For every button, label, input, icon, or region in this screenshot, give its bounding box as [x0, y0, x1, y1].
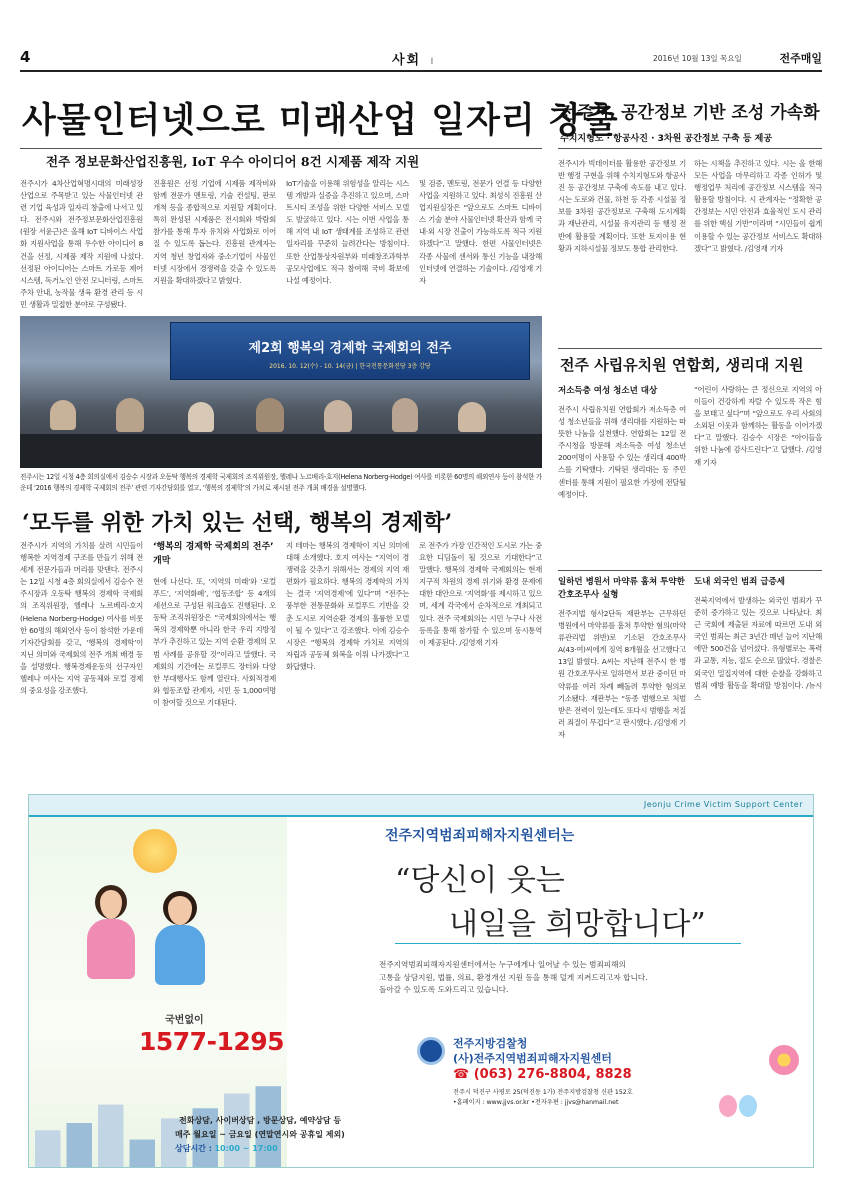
right-mid-column-2: “어린이 사랑하는 큰 정신으로 지역의 아이들이 건강하게 자랄 수 있도록 작은 힘을 보태고 싶다”며 “앞으로도 우리 사회의 소외된 이웃과 함께하는 활동을 이어가겠다”고 말했다. 김승수 시장은 “아이들을 위한 나눔에 감사드린다”고 답했다. /김영재 기자 — [694, 385, 822, 467]
ad-org-1: 전주지방검찰청 — [453, 1037, 528, 1050]
short-left-headline: 일하던 병원서 마약류 훔쳐 투약한 간호조무사 실형 — [558, 577, 685, 600]
lead-column-3: IoT기술을 이용해 위험성을 알리는 시스템 개발과 실증을 추진하고 있으며, 스마트시티 조성을 위한 다양한 서비스 모델도 발굴하고 있다. 시는 이번 사업을 통해 지역 내 IoT 생태계를 조성하고 관련 일자리를 꾸준히 늘려간다는 방침이다. 또한 산업통상자원부와 미래창조과학부 공모사업에도 적극 참여해 국비 확보에 나설 예정이다. — [286, 179, 409, 285]
skyline-building — [256, 1086, 282, 1168]
photo-people — [20, 392, 542, 442]
second-column-2-wrap — [153, 540, 276, 786]
right-mid-body — [558, 384, 822, 568]
ad-service-1: 전화상담, 사이버상담 , 방문상담, 예약상담 등 — [179, 1116, 342, 1125]
section-mark: I — [430, 57, 436, 67]
ad-hours-label: 상담시간 : — [175, 1144, 212, 1153]
right-top-subhead: 수치지형도 · 항공사진 · 3차원 공간정보 구축 등 제공 — [560, 134, 773, 144]
right-mid-column-1-wrap — [558, 384, 686, 568]
right-top-column-1: 전주시가 빅데이터를 활용한 공간정보 기반 행정 구현을 위해 수치지형도와 항공사진 등 공간정보 구축에 속도를 내고 있다. 시는 도로와 건물, 하천 등 각종 시설물 정보를 3차원 공간정보로 구축해 도시계획과 재난관리, 시설물 유지관리 등 행정 전반에 활용할 계획이다. 또한 토지이용 현황과 지하시설물 정보도 통합 관리한다. — [558, 159, 686, 253]
prosecution-emblem-icon — [417, 1037, 445, 1065]
victim-support-ad — [28, 794, 814, 1168]
butterfly-icon — [719, 1095, 759, 1121]
ad-web: •홈페이지 : www.jjvs.or.kr •전자우편 : jjvs@hanmail.net — [453, 1099, 619, 1106]
ad-hours — [175, 1143, 278, 1154]
lead-body — [20, 178, 542, 308]
right-top-headline: 전주시, 공간정보 기반 조성 가속화 — [560, 103, 820, 123]
second-subhead: ‘행복의 경제학 국제회의 전주’ 개막 — [153, 542, 274, 566]
lead-column-4: 및 검증, 멘토링, 전문가 연결 등 다양한 사업을 지원하고 있다. 최성식 진흥원 산업지원실장은 “앞으로도 스마트 디바이스 기술 분야 사물인터넷 확산과 함께 국내·외 시장 진출이 가능하도록 적극 지원하겠다”고 말했다. 한편 사물인터넷은 각종 사물에 센서와 통신 기능을 내장해 인터넷에 연결하는 기술이다. /김영재 기자 — [419, 179, 542, 285]
right-mid-headline: 전주 사립유치원 연합회, 생리대 지원 — [560, 356, 804, 374]
second-column-3: 지 테마는 행복의 경제학이 지닌 의미에 대해 소개했다. 호지 여사는 “지역이 경쟁력을 갖추기 위해서는 경제의 지역 재편화가 필요하다. 행복의 경제학의 가치는 결국 ‘지역경제’에 있다”며 “전주는 풍부한 전통문화와 로컬푸드 기반을 갖춘 도시로 지역순환 경제의 훌륭한 모델이 될 수 있다”고 강조했다. 이에 김승수 시장은 “행복의 경제학 가치로 지역의 자립과 공동체 회복을 이뤄 나가겠다”고 화답했다. — [286, 541, 409, 671]
ad-service-2: 매주 월요일 ~ 금요일 (연말연시와 공휴일 제외) — [175, 1130, 345, 1139]
lead-subhead: 전주 정보문화산업진흥원, IoT 우수 아이디어 8건 시제품 제작 지원 — [46, 154, 420, 169]
right-mid-subhead: 저소득층 여성 청소년 대상 — [558, 386, 658, 396]
lead-column-2: 진흥원은 선정 기업에 시제품 제작비와 함께 전문가 멘토링, 기술 컨설팅, 판로 개척 등을 종합적으로 지원할 계획이다. 특히 완성된 시제품은 전시회와 박람회 참가를 통해 투자 유치와 사업화로 이어질 수 있도록 돕는다. 진흥원 관계자는 지역 청년 창업자와 중소기업이 사물인터넷 시장에서 경쟁력을 갖출 수 있도록 지원을 확대하겠다고 밝혔다. — [153, 179, 276, 285]
second-column-2: 현에 나선다. 또, ‘지역의 미래’와 ‘로컬푸드’, ‘지역화폐’, ‘협동조합’ 등 4개의 세션으로 구성된 워크숍도 진행된다. 오동탁 조직위원장은 “국제회의에서는 행복의 경제학뿐 아니라 한국 우리 지방정부가 추진하고 있는 지역 순환 경제의 모범 사례를 공유할 것”이라고 말했다. 국제회의 기간에는 로컬푸드 장터와 다양한 부대행사도 함께 열린다. 사회적경제와 협동조합 관계자, 시민 등 1,000여명이 참여할 것으로 기대된다. — [153, 577, 276, 707]
skyline-building — [98, 1105, 124, 1168]
short-news-rule — [558, 570, 822, 571]
skyline-building — [130, 1140, 156, 1168]
masthead-rule — [20, 70, 822, 72]
skyline-building — [35, 1130, 61, 1168]
ad-sun-icon — [133, 829, 177, 873]
right-top-rule — [558, 148, 822, 149]
ad-body — [379, 959, 719, 997]
ad-header-band — [29, 795, 814, 817]
section-name: 사회 — [392, 53, 422, 68]
paper-name: 전주매일 — [779, 52, 822, 65]
right-mid-column-1: 전주시 사립유치원 연합회가 저소득층 여성 청소년들을 위해 생리대를 지원하는 따뜻한 나눔을 실천했다. 연합회는 12일 전주시청을 방문해 저소득층 여성 청소년 200여명이 사용할 수 있는 생리대 400박스를 기탁했다. 기탁된 생리대는 동 주민센터를 통해 지원이 필요한 가정에 전달될 예정이다. — [558, 405, 686, 499]
ad-address: 전주시 덕진구 사평로 25(덕진동 1가) 전주지방검찰청 신관 152호 — [453, 1089, 633, 1096]
ad-body-line-2: 고통을 상담지원, 법률, 의료, 환경개선 지원 등을 통해 덜게 지켜드리고자 합니다. — [379, 972, 648, 982]
ad-hotline: 1577-1295 — [139, 1027, 285, 1056]
photo-banner — [170, 322, 530, 380]
ad-contact — [417, 1035, 677, 1131]
second-column-1: 전주시가 지역의 가치를 살려 시민들이 행복한 지역경제 구조를 만들기 위해 전 세계 전문가들과 머리를 맞댄다. 전주시는 12일 시청 4층 회의실에서 김승수 전주시장과 오동탁 행복의 경제학 국제회의 조직위원장, 헬레나 노르베리-호지(Helena Norberg-Hodge) 여사를 비롯한 60명의 해외연사 등이 참석한 가운데 기자간담회를 갖고, ‘행복의 경제학’이 지닌 의미와 국제회의 전주 개최 배경 등을 설명했다. 행복경제운동의 선구자인 헬레나 여사는 지역 공동체와 로컬 경제의 중요성을 강조했다. — [20, 541, 143, 696]
second-body — [20, 540, 542, 786]
ad-org-line: 전주지역범죄피해자지원센터는 — [385, 828, 575, 844]
right-mid-rule-top — [558, 348, 822, 349]
page-number: 4 — [20, 48, 31, 66]
photo-caption: 전주시는 12일 시청 4층 회의실에서 김승수 시장과 오동탁 행복의 경제학 국제회의 조직위원장, 헬레나 노르베리-호지(Helena Norberg-Hodge) 여사를 비롯한 60명의 해외연사 등이 참석한 가운데 ‘2016 행복의 경제학 국제회의 전주’ 관련 기자간담회를 열고, ‘행복의 경제학’의 가치로 제시된 전주 개최 배경을 설명했다. — [20, 473, 542, 492]
child-boy-icon — [149, 891, 211, 1001]
ad-slogan-2: 내일을 희망합니다” — [449, 907, 706, 942]
section-label — [392, 49, 435, 68]
ad-body-line-1: 전주지역범죄피해자지원센터에서는 누구에게나 일어날 수 있는 범죄피해의 — [379, 960, 626, 969]
right-top-column-2: 하는 시책을 추진하고 있다. 시는 올 한해 모든 사업을 마무리하고 각종 인허가 및 행정업무 처리에 공간정보 시스템을 적극 활용할 방침이다. 시 관계자는 “정확한 공간정보는 시민 안전과 효율적인 도시 관리를 위한 핵심 기반”이라며 “시민들이 쉽게 이용할 수 있는 공간정보 서비스도 확대하겠다”고 밝혔다. /김영재 기자 — [694, 159, 822, 253]
lead-headline: 사물인터넷으로 미래산업 일자리 창출 — [22, 101, 619, 141]
flower-icon — [769, 1045, 799, 1075]
second-column-4: 로 전주가 가장 인간적인 도시로 가는 중요한 디딤돌이 될 것으로 기대한다”고 말했다. 행복의 경제학 국제회의는 현재 지구적 차원의 경제 위기와 환경 문제에 대한 대안으로 ‘지역화’를 제시하고 있으며, 세계 각국에서 순차적으로 개최되고 있다. 전주 국제회의는 시민 누구나 사전 등록을 통해 참가할 수 있으며 동시통역이 제공된다. /김영재 기자 — [419, 541, 542, 647]
banner-date: 2016. 10. 12(수) - 10. 14(금) | 한국전통문화전당 3층 강당 — [269, 363, 431, 370]
issue-date: 2016년 10월 13일 목요일 — [653, 54, 742, 63]
ad-tel: ☎ (063) 276-8804, 8828 — [453, 1067, 632, 1082]
conference-photo — [20, 316, 542, 468]
masthead — [20, 44, 822, 70]
short-left-body: 전주지법 형사2단독 재판부는 근무하던 병원에서 마약류를 훔쳐 투약한 혐의(마약류관리법 위반)로 기소된 간호조무사 A(43·여)씨에게 징역 8개월을 선고했다고 13일 밝혔다. A씨는 지난해 전주시 한 병원 간호조무사로 일하면서 보관 중이던 마약류를 여러 차례 빼돌려 투약한 혐의로 기소됐다. 재판부는 “동종 범행으로 처벌 받은 전력이 있는데도 또다시 범행을 저질러 죄질이 무겁다”고 판시했다. /김영재 기자 — [558, 609, 686, 739]
right-top-body — [558, 158, 822, 344]
ad-org-2: (사)전주지역범죄피해자지원센터 — [453, 1052, 612, 1065]
skyline-building — [67, 1123, 93, 1168]
second-headline: ‘모두를 위한 가치 있는 선택, 행복의 경제학’ — [22, 510, 453, 536]
ad-slogan-1: “당신이 웃는 — [395, 863, 565, 898]
child-girl-icon — [81, 885, 141, 995]
short-right-body: 전북지역에서 발생하는 외국인 범죄가 꾸준히 증가하고 있는 것으로 나타났다. 최근 국회에 제출된 자료에 따르면 도내 외국인 범죄는 최근 3년간 매년 늘어 지난해에만 500건을 넘어섰다. 유형별로는 폭력과 교통, 지능, 절도 순으로 많았다. 경찰은 외국인 밀집지역에 대한 순찰을 강화하고 범죄 예방 활동을 확대할 방침이다. /뉴시스 — [694, 596, 822, 702]
ad-slogan-underline — [395, 943, 741, 944]
banner-title: 제2회 행복의 경제학 국제회의 전주 — [248, 341, 452, 356]
ad-hotline-label: 국번없이 — [165, 1015, 204, 1026]
ad-header-en: Jeonju Crime Victim Support Center — [643, 800, 803, 809]
short-left — [558, 576, 686, 786]
ad-hours-value: 10:00 ~ 17:00 — [214, 1144, 278, 1153]
ad-body-line-3: 돌아갈 수 있도록 도와드리고 있습니다. — [379, 985, 509, 994]
short-right — [694, 576, 822, 786]
lead-column-1: 전주시가 4차산업혁명시대의 미래성장산업으로 주목받고 있는 사물인터넷 관련 기업 육성과 일자리 창출에 나서고 있다. 전주시와 전주정보문화산업진흥원(원장 서윤근)은 올해 IoT 디바이스 사업화 지원사업을 통해 우수한 아이디어 8건을 선정, 시제품 제작 지원에 나섰다. 선정된 아이디어는 스마트 가로등 제어 시스템, 독거노인 안전 모니터링, 스마트 주차 안내, 농작물 생육 환경 관리 등 시민 생활과 밀접한 분야로 구성됐다. — [20, 179, 143, 308]
short-right-headline: 도내 외국인 범죄 급증세 — [694, 577, 785, 587]
lead-rule — [20, 148, 542, 149]
